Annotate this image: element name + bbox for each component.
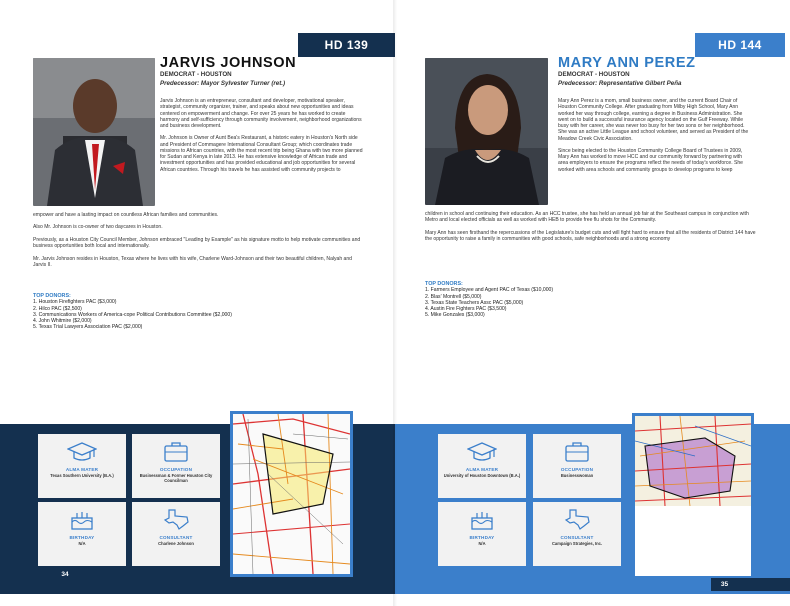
- candidate-name: JARVIS JOHNSON: [160, 55, 297, 71]
- card-label: BIRTHDAY: [469, 535, 495, 540]
- page-gutter: [393, 0, 397, 606]
- birthday-cake-icon: [67, 508, 97, 530]
- district-tab: HD 139: [298, 33, 395, 57]
- predecessor: Predecessor: Mayor Sylvester Turner (ret.): [160, 80, 286, 87]
- bio-paragraph: Previously, as a Houston City Council Member, Johnson embraced "Leading by Example" as his signature motto to help motivate communities and business opportunities both local and internationally.: [33, 236, 361, 250]
- donor-item: 5. Texas Trial Lawyers Association PAC ($2,000): [33, 324, 143, 331]
- card-value: University of Houston Downtown (B.A.): [443, 473, 521, 478]
- bio-paragraph: empower and have a lasting impact on countless African families and communities.: [33, 212, 219, 218]
- page-number: [711, 578, 790, 591]
- texas-icon: [562, 508, 592, 530]
- occupation-card: [533, 434, 621, 498]
- birthday-card: [38, 502, 126, 566]
- card-value: Campaign Strategies, Inc.: [551, 541, 603, 546]
- graduation-cap-icon: [467, 440, 497, 462]
- bio-paragraph: Since being elected to the Houston Community College Board of Trustees in 2009, Mary Ann has worked to move HCC and our community forward by partnering with area employers to ensure the programs reflect the needs of today's workforce. She worked with area schools and community groups to develop programs to keep: [558, 147, 743, 173]
- donor-item: 5. Mike Gonzales ($3,000): [425, 312, 485, 319]
- page-number: [0, 568, 78, 581]
- graduation-cap-icon: [67, 440, 97, 462]
- district-map: [230, 411, 353, 577]
- briefcase-icon: [562, 440, 592, 462]
- card-label: CONSULTANT: [560, 535, 594, 540]
- predecessor: Predecessor: Representative Gilbert Peña: [558, 80, 682, 87]
- bio-paragraph: Jarvis Johnson is an entrepreneur, consultant and developer, motivational speaker, strategist, community organizer, trainer, and speaks about new opportunities and ideas centered on empowerment and change. For over 25 years he has worked to create harmony and self-sufficiency through community involvement, neighborhood organizations and business development.: [160, 98, 362, 129]
- card-value: Businesswoman: [560, 473, 594, 478]
- top-donors: [425, 281, 553, 319]
- page-number-text: 35: [720, 581, 729, 588]
- bio-paragraph: Mary Ann Perez is a mom, small business owner, and the current Board Chair of Houston Community College. After graduating from Milby High School, Mary Ann worked her way through college, earning a degree in Business Administration. She went on to build a successful insurance agency located on the Gulf Freeway. While busy with her career, she was never too busy for her two sons or her neighborhood. She was an active Little League and school volunteer, and served as President of the Meadow Creek Civic Association.: [558, 98, 749, 142]
- district-tab: HD 144: [695, 33, 785, 57]
- bio-top: [558, 98, 753, 179]
- bio-full: [425, 211, 757, 248]
- donor-item: 4. Austin Fire Fighters PAC ($3,500): [425, 306, 507, 313]
- consultant-card: [533, 502, 621, 566]
- bio-top: [160, 98, 366, 179]
- bio-full: [33, 212, 366, 274]
- alma-mater-card: [438, 434, 526, 498]
- donors-heading: TOP DONORS:: [425, 281, 463, 287]
- page-number-text: 34: [61, 571, 69, 578]
- texas-icon: [161, 508, 191, 530]
- donor-item: 2. Hilco PAC ($2,500): [33, 305, 82, 312]
- party-affiliation: DEMOCRAT - HOUSTON: [558, 71, 630, 78]
- card-label: OCCUPATION: [560, 467, 594, 472]
- card-label: OCCUPATION: [159, 467, 193, 472]
- bio-paragraph: Mr. Johnson is Owner of Aunt Bea's Restaurant, a historic eatery in Houston's North side and President of Commagere International Consultant Group; which coordinates trade missions to African countries, with the most recent trip being Ghana with two more planned for Sudan and Kenya in late 2013. He has extensive knowledge of African trade and investment opportunities and has provided educational and job opportunities for several African countries. Through his travels he has assisted with community projects to: [160, 135, 363, 173]
- occupation-card: [132, 434, 220, 498]
- birthday-cake-icon: [467, 508, 497, 530]
- bio-paragraph: Mr. Jarvis Johnson resides in Houston, Texas where he lives with his wife, Charlene Ward-Johnson and their two beautiful children, Nalyah and Jarvis II.: [33, 255, 352, 268]
- card-value: N/A: [78, 541, 86, 546]
- card-value: Texas Southern University (B.A.): [50, 473, 114, 478]
- top-donors: [33, 293, 232, 331]
- donor-item: 1. Houston Firefighters PAC ($3,000): [33, 299, 117, 306]
- card-value: Businessman & Former Houston City Councilman: [139, 473, 213, 484]
- donor-item: 3. Communications Workers of America-cope Political Contributions Committee ($2,000): [33, 311, 232, 318]
- donor-item: 4. John Whitmire ($2,000): [33, 318, 92, 325]
- card-label: ALMA MATER: [465, 467, 499, 472]
- card-value: N/A: [478, 541, 486, 546]
- donor-item: 1. Farmers Employee and Agent PAC of Texas ($10,000): [425, 287, 554, 294]
- candidate-name: MARY ANN PEREZ: [558, 55, 696, 71]
- card-label: BIRTHDAY: [69, 535, 95, 540]
- party-affiliation: DEMOCRAT - HOUSTON: [160, 71, 232, 78]
- bio-paragraph: Mary Ann has seen firsthand the repercussions of the Legislature's budget cuts and will fight hard to ensure that all the residents of District 144 have the opportunity to raise a family in communities with good schools, safe neighborhoods and a strong economy: [425, 229, 756, 242]
- bio-paragraph: Also Mr. Johnson is co-owner of two daycares in Houston.: [33, 224, 163, 231]
- card-label: CONSULTANT: [159, 535, 193, 540]
- district-map: [632, 413, 754, 579]
- portrait-photo: [425, 58, 548, 205]
- bio-paragraph: children in school and continuing their education. As an HCC trustee, she has held an annual job fair at the Southeast campus in conjunction with Metro and local elected officials as well as worked with HEB to provide free flu shots for the Community.: [425, 211, 749, 224]
- card-value: Charlene Johnson: [158, 541, 194, 546]
- page-right: [395, 0, 790, 606]
- briefcase-icon: [161, 440, 191, 462]
- alma-mater-card: [38, 434, 126, 498]
- birthday-card: [438, 502, 526, 566]
- portrait-photo: [33, 58, 155, 206]
- consultant-card: [132, 502, 220, 566]
- donor-item: 3. Texas State Teachers Assc PAC ($5,000): [425, 299, 524, 306]
- card-label: ALMA MATER: [65, 467, 99, 472]
- donor-item: 2. Blas' Montrell ($5,000): [425, 293, 482, 300]
- donors-heading: TOP DONORS:: [33, 293, 71, 299]
